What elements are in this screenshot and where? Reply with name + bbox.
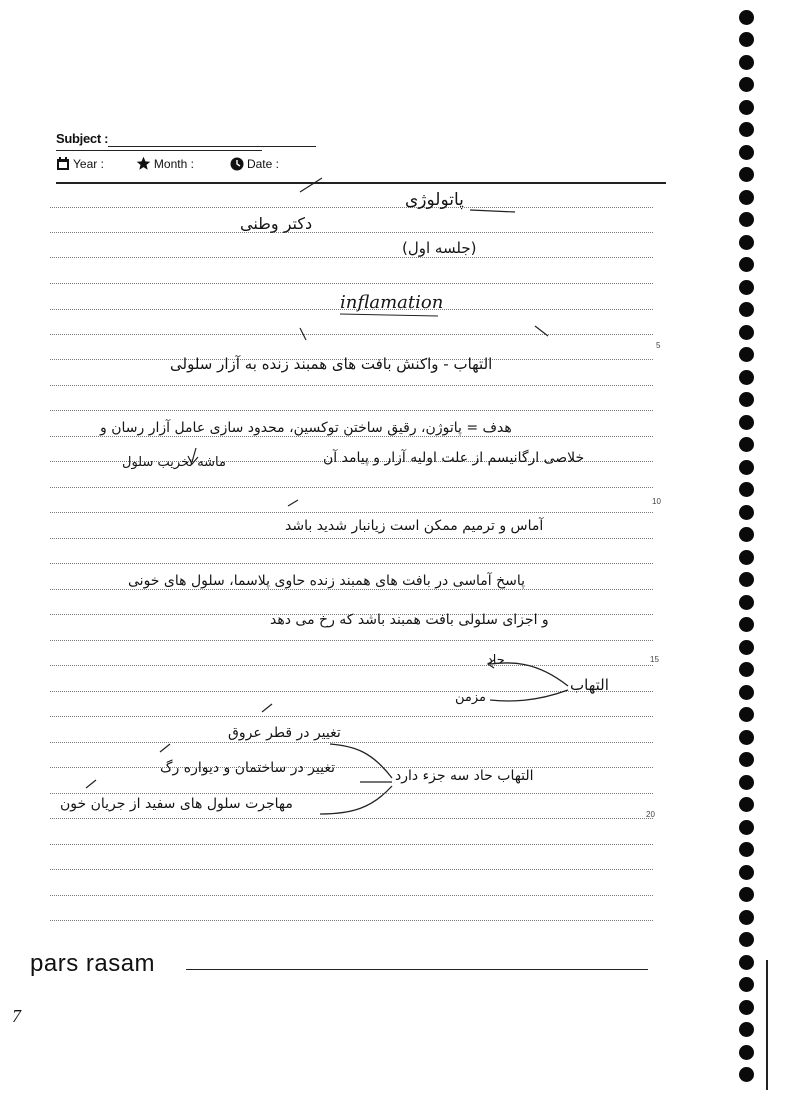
ruled-line [50,334,653,335]
spiral-hole [739,640,754,655]
note-acute-component-3: مهاجرت سلول های سفید از جریان خون [60,796,293,812]
ruled-line [50,487,653,488]
spiral-hole [739,482,754,497]
ruled-line [50,207,653,208]
spiral-hole [739,775,754,790]
brand-line [186,969,648,970]
ruled-line [50,818,653,819]
brand-logo: pars rasam [30,950,156,977]
spiral-hole [739,257,754,272]
ruled-line [50,920,653,921]
spiral-hole [739,662,754,677]
spiral-hole [739,167,754,182]
spiral-hole [739,1022,754,1037]
month-field [136,156,194,171]
ruled-line [50,563,653,564]
note-session: (جلسه اول) [402,239,477,257]
corner-mark: 7 [12,1006,21,1026]
note-type-acute: حاد [487,653,505,668]
spiral-hole [739,550,754,565]
spiral-hole [739,392,754,407]
spiral-hole [739,32,754,47]
ruled-line [50,665,653,666]
ruled-line [50,895,653,896]
ruled-line [50,691,653,692]
date-label: Date : [246,156,279,171]
title-underline [470,210,515,212]
spiral-hole [739,1045,754,1060]
spiral-hole [739,685,754,700]
spiral-hole [739,415,754,430]
english-title-underline [340,314,438,316]
spiral-hole [739,707,754,722]
note-english-title: inflamation [340,292,444,313]
acute-accent [160,744,170,752]
year-field [56,157,104,171]
subject-label: Subject : [56,131,109,146]
spiral-binding [727,0,767,1103]
acute-accent [262,704,272,712]
calendar-icon [56,157,70,171]
ruled-line [50,232,653,233]
spiral-hole [739,752,754,767]
spiral-hole [739,235,754,250]
spiral-hole [739,302,754,317]
note-acute-component-2: تغییر در ساختمان و دیواره رگ [160,760,335,776]
spiral-hole [739,280,754,295]
spiral-hole [739,595,754,610]
month-label: Month : [153,156,194,171]
subject-underline [56,150,262,151]
spiral-hole [739,1000,754,1015]
line-number: 15 [650,655,659,664]
ruled-line [50,436,653,437]
note-types-main: التهاب [570,676,609,694]
note-goal-annotation: ماشه تخریب سلول [122,455,226,470]
acute-accent [86,780,96,788]
spiral-hole [739,77,754,92]
ruled-line [50,793,653,794]
spiral-hole [739,122,754,137]
spiral-hole [739,797,754,812]
note-response-line2: و اجزای سلولی بافت همبند باشد که رخ می دهد [270,612,549,628]
harm-accent [288,500,298,506]
spiral-hole [739,437,754,452]
spiral-hole [739,460,754,475]
ruled-line [50,640,653,641]
ruled-line [50,869,653,870]
note-response-line1: پاسخ آماسی در بافت های همبند زنده حاوی پلاسما، سلول های خونی [128,573,526,589]
spiral-hole [739,820,754,835]
acute-bracket [330,744,392,778]
spiral-hole [739,932,754,947]
spiral-hole [739,865,754,880]
spiral-hole [739,527,754,542]
binding-edge [766,960,768,1090]
star-icon [136,156,151,171]
ruled-line [50,716,653,717]
note-acute-main: التهاب حاد سه جزء دارد [395,768,534,784]
ruled-line [50,767,653,768]
note-title: پاتولوژی [405,190,464,210]
ruled-line [50,257,653,258]
note-goal-line2: خلاصی ارگانیسم از علت اولیه آزار و پیامد آن [323,450,585,466]
page-header [56,128,666,188]
note-acute-component-1: تغییر در قطر عروق [228,725,341,741]
acute-bracket [320,786,392,814]
spiral-hole [739,190,754,205]
ruled-line [50,410,653,411]
line-number: 20 [646,810,655,819]
spiral-hole [739,212,754,227]
spiral-hole [739,887,754,902]
spiral-hole [739,505,754,520]
note-definition: التهاب - واکنش بافت های همبند زنده به آزار سلولی [170,355,493,373]
note-type-chronic: مزمن [455,690,486,705]
ruled-line [50,538,653,539]
spiral-hole [739,910,754,925]
line-number: 10 [652,497,661,506]
spiral-hole [739,1067,754,1082]
ruled-line [50,283,653,284]
note-goal-line1: هدف = پاتوژن، رقیق ساختن توکسین، محدود سازی عامل آزار رسان و [100,420,512,436]
spiral-hole [739,842,754,857]
ruled-line [50,742,653,743]
date-field [230,157,279,171]
spiral-hole [739,617,754,632]
spiral-hole [739,55,754,70]
spiral-hole [739,347,754,362]
ruled-line [50,844,653,845]
line-number: 5 [656,341,661,350]
year-label: Year : [73,156,104,171]
spiral-hole [739,955,754,970]
date-meta-row [56,156,303,171]
spiral-hole [739,325,754,340]
spiral-hole [739,730,754,745]
note-author: دکتر وطنی [240,214,313,233]
clock-icon [230,157,244,171]
spiral-hole [739,100,754,115]
spiral-hole [739,572,754,587]
spiral-hole [739,977,754,992]
ruled-line [50,385,653,386]
ruled-line [50,512,653,513]
subject-field-line [108,146,316,147]
ruled-line [50,589,653,590]
note-harm: آماس و ترمیم ممکن است زیانبار شدید باشد [285,518,544,534]
spiral-hole [739,10,754,25]
spiral-hole [739,145,754,160]
header-divider [56,182,666,184]
spiral-hole [739,370,754,385]
